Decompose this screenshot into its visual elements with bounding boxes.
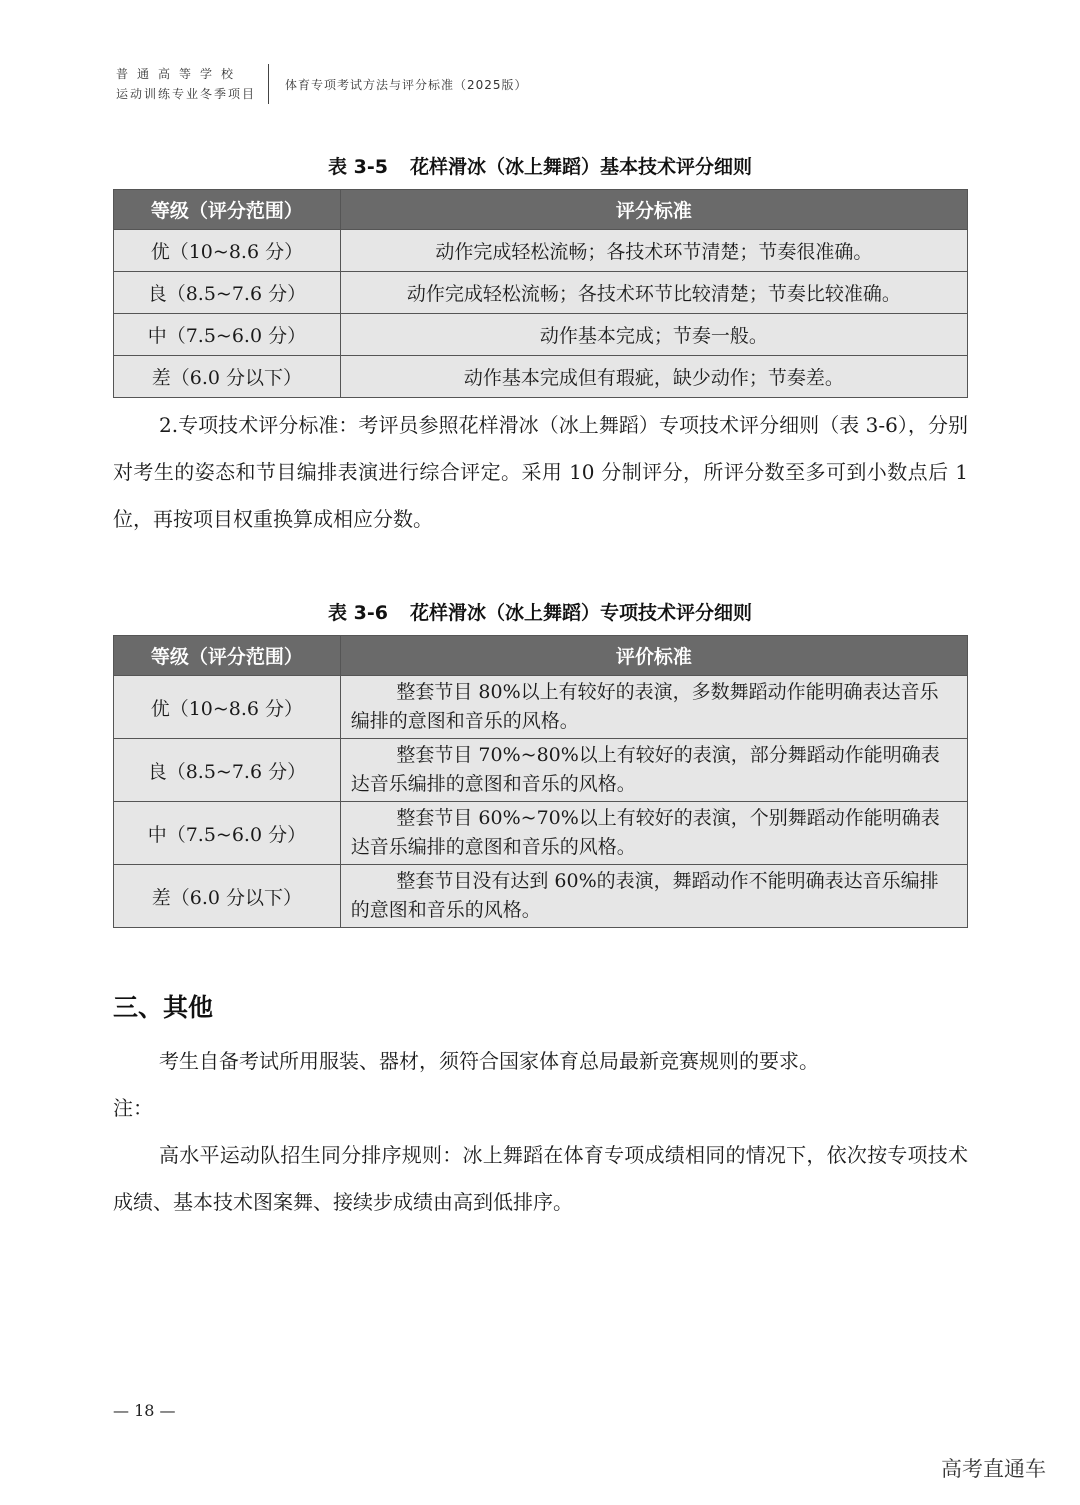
- section-heading-other: 三、其他: [113, 993, 214, 1022]
- criteria-cell: 动作基本完成但有瑕疵，缺少动作；节奏差。: [340, 356, 967, 398]
- col-header-criteria: 评分标准: [340, 190, 967, 230]
- table-row: [114, 802, 968, 865]
- table-row: [114, 865, 968, 928]
- col-header-criteria: 评价标准: [340, 636, 967, 676]
- criteria-cell: 整套节目 60%~70%以上有较好的表演，个别舞蹈动作能明确表达音乐编排的意图和音乐的风格。: [340, 802, 967, 865]
- criteria-cell: 整套节目 70%~80%以上有较好的表演，部分舞蹈动作能明确表达音乐编排的意图和音乐的风格。: [340, 739, 967, 802]
- header-doc-title: 体育专项考试方法与评分标准（2025版）: [285, 77, 528, 92]
- col-header-grade: 等级（评分范围）: [114, 190, 341, 230]
- scoring-standard-paragraph: 2.专项技术评分标准：考评员参照花样滑冰（冰上舞蹈）专项技术评分细则（表 3-6），分别对考生的姿态和节目编排表演进行综合评定。采用 10 分制评分，所评分数至多可到小数点后 1 位，再按项目权重换算成相应分数。: [113, 413, 968, 531]
- table1-caption: [0, 152, 1080, 179]
- tiebreak-rule-paragraph: 高水平运动队招生同分排序规则：冰上舞蹈在体育专项成绩相同的情况下，依次按专项技术成绩、基本技术图案舞、接续步成绩由高到低排序。: [113, 1143, 968, 1214]
- criteria-cell: 动作基本完成；节奏一般。: [340, 314, 967, 356]
- header-program: 运动训练专业冬季项目: [116, 87, 257, 101]
- criteria-cell: 整套节目 80%以上有较好的表演，多数舞蹈动作能明确表达音乐编排的意图和音乐的风格。: [340, 676, 967, 739]
- table2-caption-title: 花样滑冰（冰上舞蹈）专项技术评分细则: [409, 602, 752, 624]
- table-row: [114, 230, 968, 272]
- table-header-row: [114, 636, 968, 676]
- col-header-grade: 等级（评分范围）: [114, 636, 341, 676]
- basic-technique-table: [113, 189, 968, 398]
- criteria-cell: 动作完成轻松流畅；各技术环节清楚；节奏很准确。: [340, 230, 967, 272]
- table-row: [114, 314, 968, 356]
- page-number: — 18 —: [113, 1401, 176, 1420]
- page-header: [116, 64, 528, 104]
- table1-caption-title: 花样滑冰（冰上舞蹈）基本技术评分细则: [409, 156, 752, 178]
- table-row: [114, 356, 968, 398]
- equipment-paragraph: 考生自备考试所用服装、器材，须符合国家体育总局最新竞赛规则的要求。: [159, 1049, 819, 1073]
- special-technique-table: [113, 635, 968, 928]
- table-row: [114, 739, 968, 802]
- grade-cell: 差（6.0 分以下）: [114, 356, 341, 398]
- table1-caption-number: 表 3-5: [328, 156, 388, 178]
- grade-cell: 中（7.5~6.0 分）: [114, 314, 341, 356]
- table-row: [114, 676, 968, 739]
- table-header-row: [114, 190, 968, 230]
- criteria-cell: 动作完成轻松流畅；各技术环节比较清楚；节奏比较准确。: [340, 272, 967, 314]
- grade-cell: 中（7.5~6.0 分）: [114, 802, 341, 865]
- table2-caption: [0, 598, 1080, 625]
- grade-cell: 良（8.5~7.6 分）: [114, 739, 341, 802]
- grade-cell: 优（10~8.6 分）: [114, 230, 341, 272]
- header-divider: [268, 64, 269, 104]
- table2-caption-number: 表 3-6: [328, 602, 388, 624]
- criteria-cell: 整套节目没有达到 60%的表演，舞蹈动作不能明确表达音乐编排的意图和音乐的风格。: [340, 865, 967, 928]
- header-left: [116, 64, 256, 104]
- header-school: 普通高等学校: [116, 67, 243, 81]
- grade-cell: 优（10~8.6 分）: [114, 676, 341, 739]
- table-row: [114, 272, 968, 314]
- grade-cell: 差（6.0 分以下）: [114, 865, 341, 928]
- watermark-text: 高考直通车: [941, 1457, 1046, 1481]
- note-label: 注：: [113, 1096, 153, 1120]
- grade-cell: 良（8.5~7.6 分）: [114, 272, 341, 314]
